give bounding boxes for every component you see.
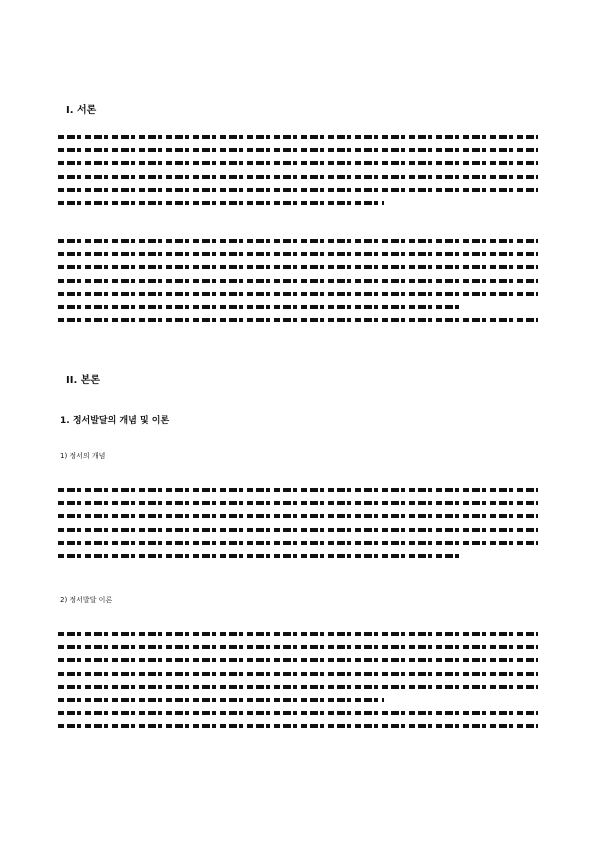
minor-heading-1: 1) 정서의 개념 [60,452,106,460]
body-paragraph-2 [58,628,538,734]
subsection-heading: 1. 정서발달의 개념 및 이론 [60,416,170,426]
minor-heading-2: 2) 정서발달 이론 [60,596,113,604]
body-paragraph-1 [58,484,538,563]
section-heading-introduction: I. 서론 [66,105,97,116]
introduction-paragraph-1 [58,131,538,210]
section-heading-body: II. 본론 [66,375,101,386]
introduction-paragraph-2 [58,235,538,327]
